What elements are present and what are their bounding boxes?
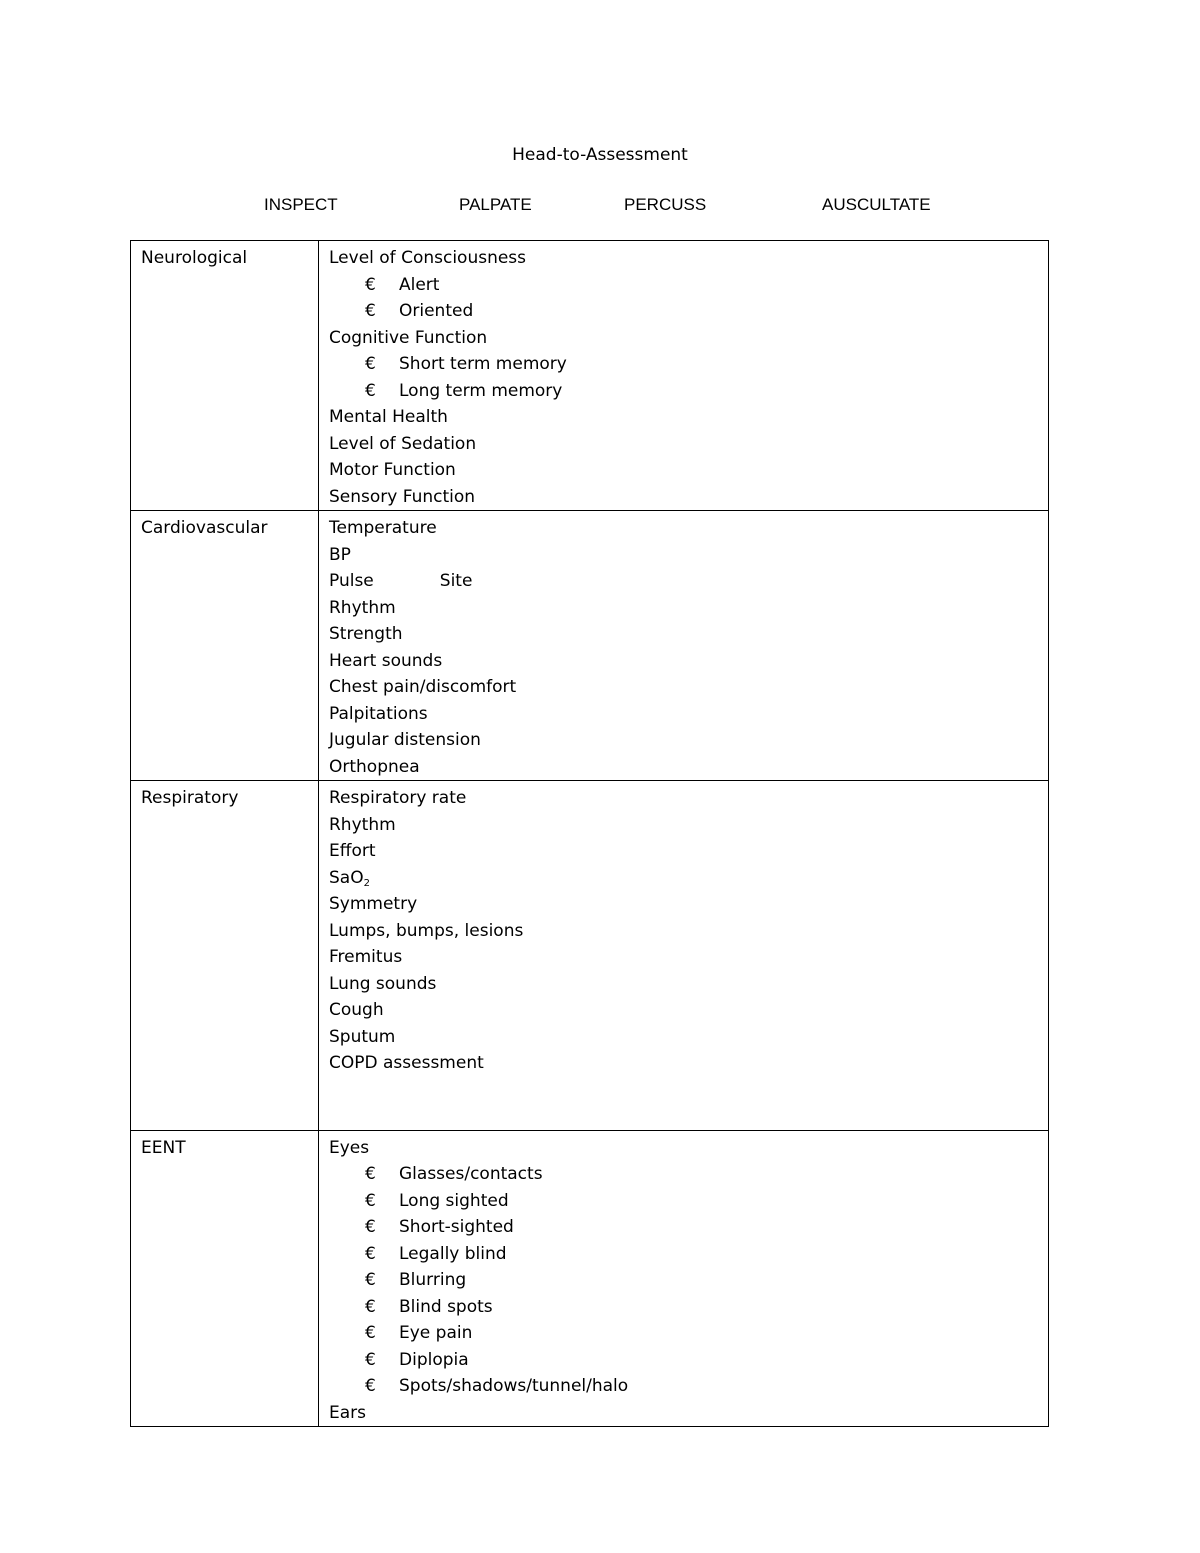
list-item: € Legally blind [329,1241,1048,1268]
bullet-icon: € [365,1296,376,1317]
section-items-neurological [319,241,1049,511]
list-item: Level of Consciousness [329,248,527,268]
list-item: COPD assessment [329,1053,484,1073]
section-items-eent [319,1130,1049,1427]
list-item: Strength [329,624,403,644]
list-item: Fremitus [329,947,403,967]
list-item: Lung sounds [329,973,437,994]
list-item: € Short-sighted [329,1214,1048,1241]
list-item: SaO$_2$ [329,867,370,889]
section-label-eent: EENT [131,1130,319,1427]
list-item: Pulse Site [329,571,473,591]
page-title: Head-to-Assessment [512,145,688,165]
bullet-icon: € [365,1243,376,1264]
section-items-respiratory [319,781,1049,1131]
list-item: € Long term memory [329,378,1048,405]
bullet-icon: € [365,1190,376,1211]
list-item: € Glasses/contacts [329,1161,1048,1188]
section-label-cardiovascular: Cardiovascular [131,511,319,781]
bullet-icon: € [365,1349,376,1370]
section-label-neurological: Neurological [131,241,319,511]
method-auscultate: AUSCULTATE [822,195,931,214]
list-item: Sensory Function [329,486,476,507]
list-item: Ears [329,1402,367,1423]
table-row [131,241,1049,511]
list-item: Jugular distension [329,730,481,750]
list-item: € Spots/shadows/tunnel/halo [329,1373,1048,1400]
list-item: Palpitations [329,703,428,724]
method-palpate: PALPATE [459,195,532,214]
list-item: Chest pain/discomfort [329,677,517,697]
assessment-table [130,240,1049,1427]
list-item: Respiratory rate [329,788,467,808]
list-item: Lumps, bumps, lesions [329,920,524,941]
table-row [131,511,1049,781]
table-row [131,1130,1049,1427]
list-item: Motor Function [329,460,456,480]
list-item: € Blind spots [329,1294,1048,1321]
list-item: Mental Health [329,407,448,427]
list-item: Effort [329,841,376,861]
bullet-icon: € [365,274,376,295]
list-item: Eyes [329,1137,370,1158]
list-item: € Eye pain [329,1320,1048,1347]
list-item: Rhythm [329,597,396,618]
list-item: € Short term memory [329,351,1048,378]
bullet-icon: € [365,1270,376,1290]
list-item: Temperature [329,518,437,538]
bullet-icon: € [365,1323,376,1343]
list-item: Cognitive Function [329,327,488,348]
table-row [131,781,1049,1131]
list-item: Heart sounds [329,650,443,671]
list-item: BP [329,544,351,565]
list-item: Cough [329,1000,384,1020]
list-item: Level of Sedation [329,433,477,454]
method-percuss: PERCUSS [624,195,707,214]
list-item: Rhythm [329,814,396,835]
bullet-icon: € [365,380,376,401]
list-item: € Diplopia [329,1347,1048,1374]
list-item: € Alert [329,272,1048,299]
list-item: € Oriented [329,298,1048,325]
bullet-icon: € [365,354,376,374]
list-item: € Long sighted [329,1188,1048,1215]
section-label-respiratory: Respiratory [131,781,319,1131]
list-item: € Blurring [329,1267,1048,1294]
list-item: Orthopnea [329,756,420,777]
section-items-cardiovascular [319,511,1049,781]
bullet-icon: € [365,1376,376,1396]
list-item: Sputum [329,1026,396,1047]
list-item: Symmetry [329,894,418,914]
bullet-icon: € [365,1217,376,1237]
bullet-icon: € [365,1164,376,1184]
bullet-icon: € [365,301,376,321]
method-inspect: INSPECT [264,195,338,214]
